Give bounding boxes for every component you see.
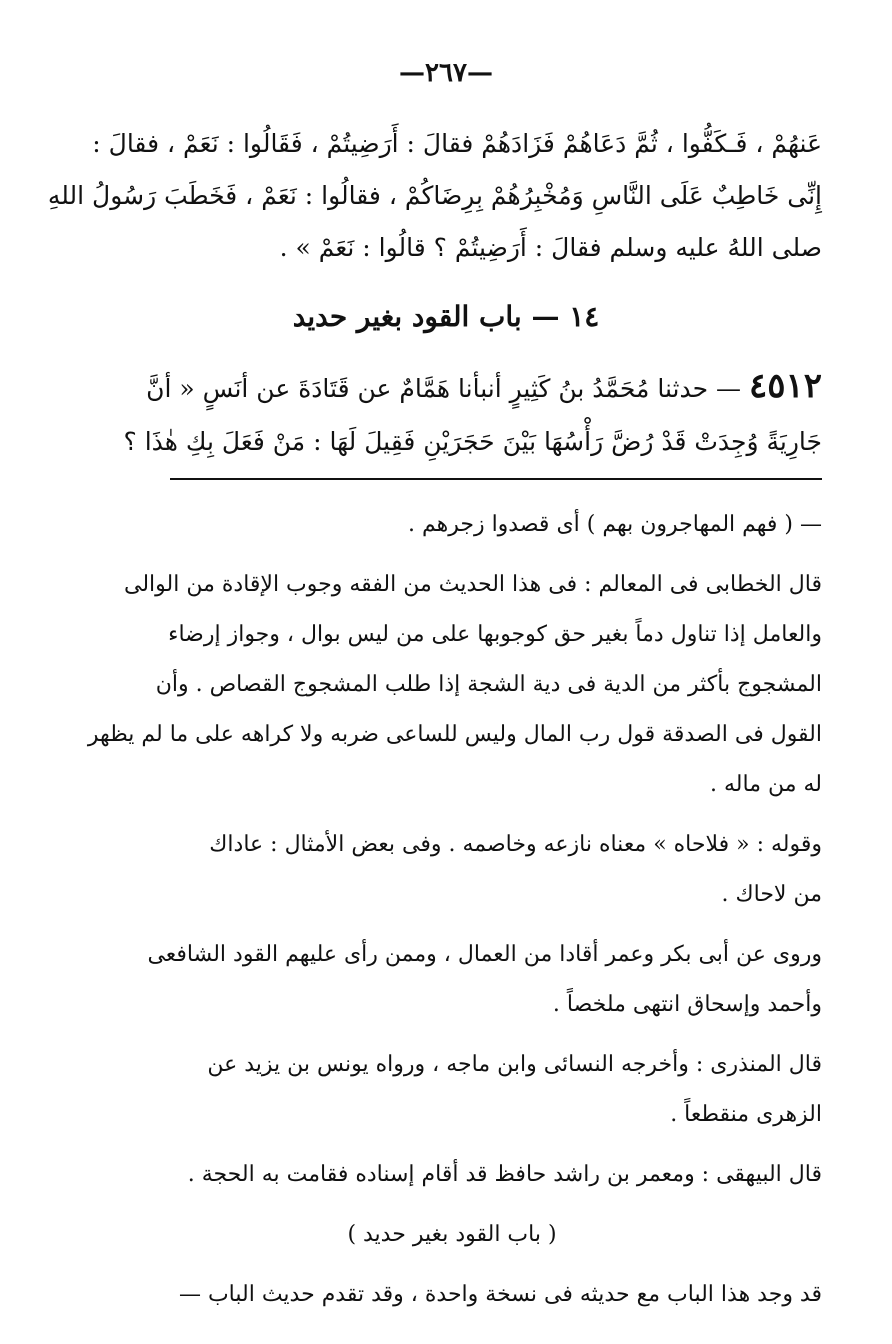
commentary-paragraph <box>82 560 822 810</box>
commentary-line: المشجوج بأكثر من الدية فى دية الشجة إذا طلب المشجوج القصاص . وأن <box>155 672 822 697</box>
text-line: صلى اللهُ عليه وسلم فقالَ : أَرَضِيتُمْ ؟ قالُوا : نَعَمْ » . <box>279 233 822 262</box>
text-line: عَنهُمْ ، فَـكَفُّوا ، ثُمَّ دَعَاهُمْ فَزَادَهُمْ فقالَ : أَرَضِيتُمْ ، فَقَالُوا : نَعَمْ ، فقالَ : <box>92 129 822 158</box>
hadith-text: — حدثنا مُحَمَّدُ بنُ كَثِيرٍ أنبأنا هَمَّامٌ عن قَتَادَةَ عن أنَسٍ « أنَّ <box>146 374 741 403</box>
commentary-line: وقوله : « فلاحاه » معناه نازعه وخاصمه . وفى بعض الأمثال : عاداك <box>209 832 822 857</box>
commentary-line: قال البيهقى : ومعمر بن راشد حافظ قد أقام إسناده فقامت به الحجة . <box>187 1162 822 1187</box>
hadith-line-1 <box>82 358 822 414</box>
text-line: إِنِّى خَاطِبٌ عَلَى النَّاسِ وَمُخْبِرُهُمْ بِرِضَاكُمْ ، فقالُوا : نَعَمْ ، فَخَطَبَ رَسُولُ اللهِ <box>47 181 822 210</box>
hadith-block <box>82 358 822 470</box>
hadith-text-continued <box>47 118 822 274</box>
commentary-line: وروى عن أبى بكر وعمر أقادا من العمال ، وممن رأى عليهم القود الشافعى <box>147 942 822 967</box>
commentary-line: القول فى الصدقة قول رب المال وليس للساعى ضربه ولا كراهه على ما لم يظهر <box>87 722 822 747</box>
chapter-heading: ١٤ — باب القود بغير حديد <box>292 300 600 333</box>
commentary-section <box>82 500 822 1330</box>
commentary-line: — ( فهم المهاجرون بهم ) أى قصدوا زجرهم . <box>407 512 822 537</box>
commentary-paragraph <box>82 500 822 550</box>
commentary-paragraph <box>82 820 822 920</box>
commentary-line: الزهرى منقطعاً . <box>670 1102 822 1127</box>
commentary-paragraph <box>82 1150 822 1200</box>
commentary-line: وأحمد وإسحاق انتهى ملخصاً . <box>552 992 822 1017</box>
commentary-paragraph <box>82 930 822 1030</box>
commentary-paragraph <box>82 1270 822 1320</box>
commentary-line: له من ماله . <box>710 772 822 797</box>
commentary-line: من لاحاك . <box>721 882 822 907</box>
commentary-paragraph <box>82 1040 822 1140</box>
commentary-paragraph <box>82 1210 822 1260</box>
commentary-line: قال الخطابى فى المعالم : فى هذا الحديث من الفقه وجوب الإقادة من الوالى <box>124 572 822 597</box>
commentary-line: قد وجد هذا الباب مع حديثه فى نسخة واحدة ، وقد تقدم حديث الباب — <box>178 1282 822 1307</box>
page-number: —٢٦٧— <box>399 58 493 88</box>
hadith-number: ٤٥١٢ <box>748 366 822 406</box>
footnote-divider <box>170 478 822 480</box>
hadith-line-2: جَارِيَةً وُجِدَتْ قَدْ رُضَّ رَأْسُهَا بَيْنَ حَجَرَيْنِ فَقِيلَ لَهَا : مَنْ فَعَلَ بِكِ هٰذَا ؟ <box>123 427 822 456</box>
commentary-line: قال المنذرى : وأخرجه النسائى وابن ماجه ، ورواه يونس بن يزيد عن <box>207 1052 822 1077</box>
commentary-line: والعامل إذا تناول دماً بغير حق كوجوبها على من ليس بوال ، وجواز إرضاء <box>168 622 822 647</box>
commentary-line: ( باب القود بغير حديد ) <box>347 1222 557 1247</box>
